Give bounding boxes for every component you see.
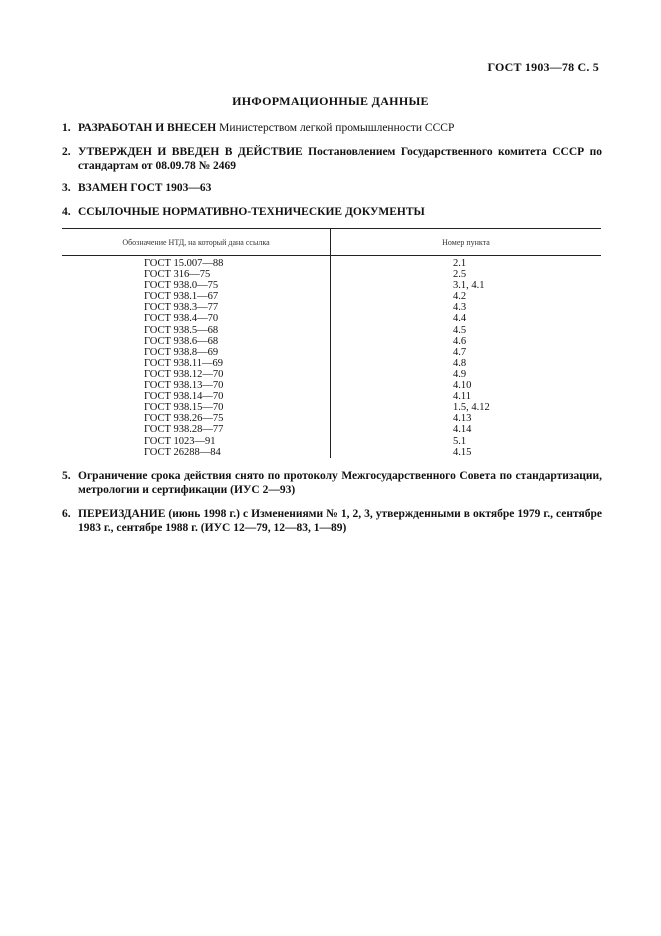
table-row (62, 369, 601, 380)
document-designation: ГОСТ 938.28—77 (62, 424, 331, 435)
document-designation: ГОСТ 938.5—68 (62, 325, 331, 336)
clause-number: 3.1, 4.1 (453, 280, 485, 292)
table-row (62, 447, 601, 458)
info-item-developed (62, 121, 602, 135)
table-row (62, 436, 601, 447)
table-row (62, 302, 601, 313)
clause-number: 4.6 (453, 335, 467, 347)
info-item-approved (62, 145, 602, 173)
item-text: (июнь 1998 г.) с Изменениями № 1, 2, 3, утвержденными в октябре 1979 г., сентябре 1983 г., сентябре 1988 г. (ИУС 12—79, 12—83, 1—89) (78, 508, 602, 534)
table-row (62, 380, 601, 391)
clause-number: 4.14 (453, 424, 472, 436)
clause-number: 4.7 (453, 346, 467, 358)
reference-table (62, 228, 601, 458)
item-number: 2. (62, 146, 71, 158)
table-row (62, 358, 601, 369)
document-designation: ГОСТ 15.007—88 (62, 256, 331, 270)
info-item-references (62, 205, 602, 219)
item-number: 3. (62, 182, 71, 194)
clause-number: 4.3 (453, 302, 467, 314)
table-row (62, 402, 601, 413)
info-item-reissue (62, 507, 602, 535)
table-row (62, 413, 601, 424)
table-row (62, 336, 601, 347)
document-designation: ГОСТ 938.6—68 (62, 336, 331, 347)
clause-number: 4.8 (453, 357, 467, 369)
document-designation: ГОСТ 938.1—67 (62, 291, 331, 302)
clause-number: 2.1 (453, 258, 467, 269)
item-lead: ПЕРЕИЗДАНИЕ (78, 508, 166, 520)
document-designation: ГОСТ 938.4—70 (62, 313, 331, 324)
item-lead: РАЗРАБОТАН И ВНЕСЕН (78, 122, 217, 134)
document-designation: ГОСТ 938.15—70 (62, 402, 331, 413)
item-body (78, 205, 602, 219)
item-lead: УТВЕРЖДЕН И ВВЕДЕН В ДЕЙСТВИЕ (78, 146, 303, 158)
item-number: 1. (62, 122, 71, 134)
document-designation: ГОСТ 316—75 (62, 269, 331, 280)
item-body (78, 121, 602, 135)
item-body (78, 507, 602, 535)
page-header: ГОСТ 1903—78 С. 5 (487, 60, 599, 74)
table-row (62, 391, 601, 402)
document-designation: ГОСТ 938.8—69 (62, 347, 331, 358)
item-text: Постановлением Государственного комитета СССР по стандартам от 08.09.78 № 2469 (78, 146, 602, 172)
item-number: 4. (62, 206, 71, 218)
document-designation: ГОСТ 1023—91 (62, 436, 331, 447)
clause-number: 4.9 (453, 368, 467, 380)
section-title: ИНФОРМАЦИОННЫЕ ДАННЫЕ (232, 94, 429, 108)
clause-number: 4.5 (453, 324, 467, 336)
table-row (62, 291, 601, 302)
table-row (62, 424, 601, 435)
document-designation: ГОСТ 938.12—70 (62, 369, 331, 380)
table-row (62, 280, 601, 291)
table-header-row (62, 229, 601, 256)
info-item-validity (62, 469, 602, 497)
document-designation: ГОСТ 938.11—69 (62, 358, 331, 369)
document-designation: ГОСТ 938.3—77 (62, 302, 331, 313)
clause-number: 4.10 (453, 380, 472, 392)
item-body (78, 469, 602, 497)
clause-number: 4.11 (453, 391, 471, 403)
clause-number: 4.4 (453, 313, 467, 325)
item-lead: ВЗАМЕН ГОСТ 1903—63 (78, 182, 212, 194)
clause-number: 5.1 (453, 435, 467, 447)
clause-number: 4.13 (453, 413, 472, 425)
item-lead: ССЫЛОЧНЫЕ НОРМАТИВНО-ТЕХНИЧЕСКИЕ ДОКУМЕНТЫ (78, 206, 425, 218)
column-header-document: Обозначение НТД, на который дана ссылка (62, 229, 331, 256)
clause-number: 2.5 (453, 269, 467, 281)
clause-number: 1.5, 4.12 (453, 402, 490, 414)
clause-number: 4.2 (453, 291, 467, 303)
table-row (62, 347, 601, 358)
table-row (62, 313, 601, 324)
clause-number: 4.15 (453, 446, 472, 458)
item-text: Министерством легкой промышленности СССР (216, 122, 455, 134)
item-number: 5. (62, 470, 71, 482)
document-designation: ГОСТ 938.13—70 (62, 380, 331, 391)
document-designation: ГОСТ 938.14—70 (62, 391, 331, 402)
table-row (62, 269, 601, 280)
item-body (78, 181, 602, 195)
document-designation: ГОСТ 938.0—75 (62, 280, 331, 291)
document-designation: ГОСТ 938.26—75 (62, 413, 331, 424)
table-body (62, 256, 601, 458)
item-text: Ограничение срока действия снято по протоколу Межгосударственного Совета по стандартизации, метрологии и сертификации (ИУС 2—93) (78, 470, 602, 496)
table-row (62, 325, 601, 336)
table-row (62, 256, 601, 270)
column-header-clause: Номер пункта (331, 229, 602, 256)
document-designation: ГОСТ 26288—84 (62, 447, 331, 458)
info-item-replaces (62, 181, 602, 195)
item-body (78, 145, 602, 173)
item-number: 6. (62, 508, 71, 520)
